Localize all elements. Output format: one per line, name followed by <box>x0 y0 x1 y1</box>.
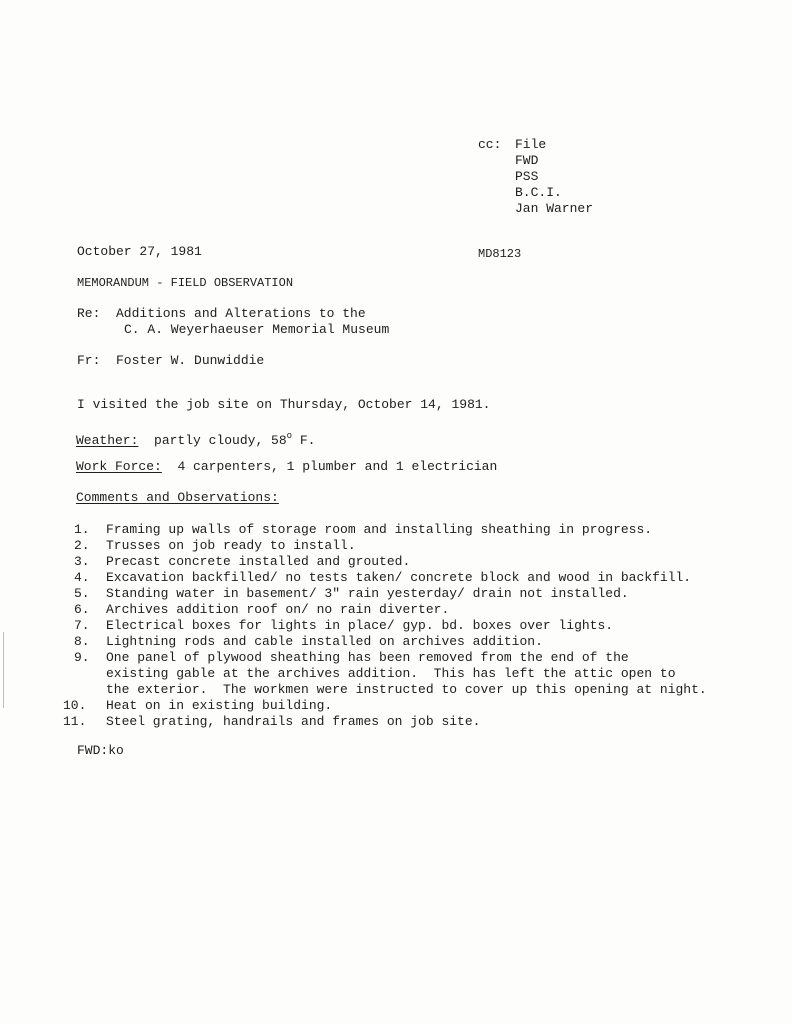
item-number: 11. <box>63 714 87 729</box>
item-number: 1. <box>74 522 90 537</box>
weather-value: partly cloudy, 58 <box>154 433 287 448</box>
work-force-line <box>76 459 497 475</box>
list-item <box>63 714 707 730</box>
re-line-2: C. A. Weyerhaeuser Memorial Museum <box>124 322 390 337</box>
item-text: Standing water in basement/ 3" rain yesterday/ drain not installed. <box>106 586 629 601</box>
cc-label: cc: <box>478 137 502 152</box>
scan-edge-mark <box>3 632 4 708</box>
author-initials: FWD:ko <box>77 743 124 758</box>
item-number: 8. <box>74 634 90 649</box>
weather-label: Weather: <box>76 433 139 448</box>
re-label: Re: <box>77 306 101 321</box>
item-text: Archives addition roof on/ no rain diverter. <box>106 602 450 617</box>
list-item <box>74 522 707 538</box>
item-number: 3. <box>74 554 90 569</box>
list-item <box>63 698 707 714</box>
work-force-value: 4 carpenters, 1 plumber and 1 electrician <box>177 459 498 474</box>
list-item <box>74 602 707 618</box>
cc-recipient: PSS <box>515 169 539 184</box>
list-item <box>74 570 707 586</box>
item-text: Excavation backfilled/ no tests taken/ concrete block and wood in backfill. <box>106 570 692 585</box>
item-number: 7. <box>74 618 90 633</box>
list-item <box>74 538 707 554</box>
cc-recipient: File <box>515 137 547 152</box>
item-text: Trusses on job ready to install. <box>106 538 356 553</box>
cc-recipient-list <box>515 137 593 217</box>
item-number: 5. <box>74 586 90 601</box>
weather-degree: o <box>286 431 293 441</box>
re-line-1: Additions and Alterations to the <box>116 306 366 321</box>
memo-title: MEMORANDUM - FIELD OBSERVATION <box>77 276 294 290</box>
cc-recipient: Jan Warner <box>515 201 594 216</box>
list-item <box>74 618 707 634</box>
item-text: Framing up walls of storage room and installing sheathing in progress. <box>106 522 653 537</box>
memo-code: MD8123 <box>478 247 522 261</box>
observations-list <box>63 522 707 730</box>
list-item <box>74 554 707 570</box>
cc-recipient: B.C.I. <box>515 185 562 200</box>
item-text: Electrical boxes for lights in place/ gyp. bd. boxes over lights. <box>106 618 614 633</box>
cc-recipient: FWD <box>515 153 539 168</box>
work-force-label: Work Force: <box>76 459 162 474</box>
comments-heading: Comments and Observations: <box>76 490 279 505</box>
item-text: Lightning rods and cable installed on archives addition. <box>106 634 543 649</box>
list-item <box>74 586 707 602</box>
item-number: 10. <box>63 698 87 713</box>
item-text: Steel grating, handrails and frames on job site. <box>106 714 481 729</box>
from-label: Fr: <box>77 353 101 368</box>
weather-line <box>76 428 315 449</box>
item-text: One panel of plywood sheathing has been removed from the end of the existing gable at the archives addition. This has left the attic open to the exterior. The workmen were instructed to cover up this opening at night. <box>106 650 707 697</box>
list-item <box>74 650 707 698</box>
weather-unit: F. <box>292 433 316 448</box>
list-item <box>74 634 707 650</box>
item-number: 4. <box>74 570 90 585</box>
visit-statement: I visited the job site on Thursday, October 14, 1981. <box>77 397 491 412</box>
item-number: 6. <box>74 602 90 617</box>
from-value: Foster W. Dunwiddie <box>116 353 265 368</box>
item-number: 2. <box>74 538 90 553</box>
memo-date: October 27, 1981 <box>77 244 202 259</box>
item-number: 9. <box>74 650 90 665</box>
item-text: Heat on in existing building. <box>106 698 333 713</box>
item-text: Precast concrete installed and grouted. <box>106 554 411 569</box>
